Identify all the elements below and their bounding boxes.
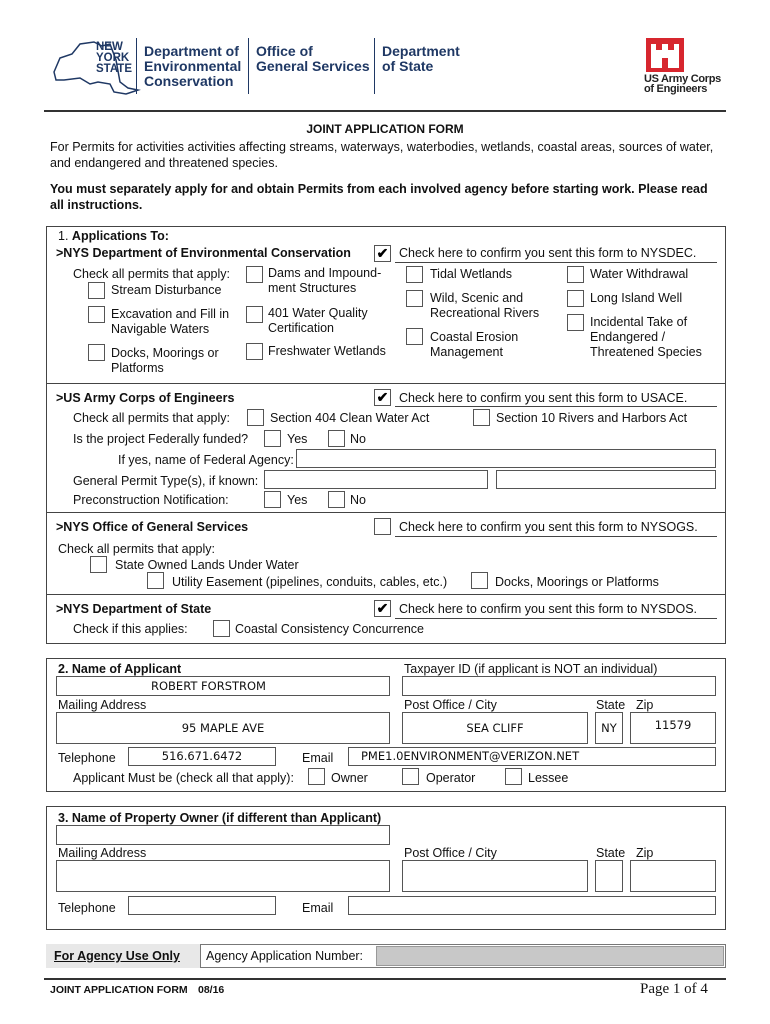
federal-funded-yes-checkbox[interactable] <box>264 430 281 447</box>
general-permit-label: General Permit Type(s), if known: <box>73 474 259 488</box>
federal-funded-question: Is the project Federally funded? <box>73 432 249 446</box>
section-1-heading: 1. Applications To: <box>58 229 169 243</box>
applicant-role-question: Applicant Must be (check all that apply): <box>73 771 294 785</box>
owner-email-label: Email <box>302 901 334 915</box>
zip-label: Zip <box>636 698 654 712</box>
water-quality-label: 401 Water Quality Certification <box>268 306 368 335</box>
owner-name-field[interactable] <box>56 825 390 845</box>
taxpayer-id-field[interactable] <box>402 676 716 696</box>
applicant-name-field[interactable]: ROBERT FORSTROM <box>56 676 390 696</box>
pcn-no-checkbox[interactable] <box>328 491 345 508</box>
ogs-docks-checkbox[interactable] <box>471 572 488 589</box>
owner-mailing-field[interactable] <box>56 860 390 892</box>
coastal-consistency-checkbox[interactable] <box>213 620 230 637</box>
ogs-docks-label: Docks, Moorings or Platforms <box>495 575 659 589</box>
usace-logo-line: US Army Corps <box>644 73 721 85</box>
nysdec-confirm-label: Check here to confirm you sent this form to NYSDEC. <box>399 246 697 260</box>
wild-scenic-checkbox[interactable] <box>406 290 423 307</box>
mailing-address-label: Mailing Address <box>58 698 147 712</box>
pcn-no-label: No <box>350 493 366 507</box>
stream-disturbance-checkbox[interactable] <box>88 282 105 299</box>
state-field[interactable]: NY <box>595 712 623 744</box>
freshwater-wetlands-label: Freshwater Wetlands <box>268 344 386 358</box>
state-lands-label: State Owned Lands Under Water <box>115 558 299 572</box>
federal-funded-no-label: No <box>350 432 366 446</box>
owner-email-field[interactable] <box>348 896 716 915</box>
utility-easement-label: Utility Easement (pipelines, conduits, cables, etc.) <box>172 575 448 589</box>
agency-app-number-field[interactable] <box>376 946 724 966</box>
pcn-yes-checkbox[interactable] <box>264 491 281 508</box>
telephone-field[interactable]: 516.671.6472 <box>128 747 276 766</box>
coastal-erosion-label: Coastal Erosion Management <box>430 330 519 359</box>
utility-easement-checkbox[interactable] <box>147 572 164 589</box>
dec-check-all-label: Check all permits that apply: <box>73 267 231 281</box>
water-withdrawal-checkbox[interactable] <box>567 266 584 283</box>
long-island-well-checkbox[interactable] <box>567 290 584 307</box>
ogs-check-all-label: Check all permits that apply: <box>58 542 216 556</box>
usace-title: >US Army Corps of Engineers <box>56 391 235 405</box>
section-10-label: Section 10 Rivers and Harbors Act <box>496 411 688 425</box>
form-title: JOINT APPLICATION FORM <box>306 122 464 136</box>
footer-form-name: JOINT APPLICATION FORM <box>50 984 188 996</box>
ny-logo-line: NEW <box>96 41 123 53</box>
owner-mailing-label: Mailing Address <box>58 846 147 860</box>
federal-funded-yes-label: Yes <box>287 432 308 446</box>
excavation-fill-checkbox[interactable] <box>88 306 105 323</box>
telephone-label: Telephone <box>58 751 116 765</box>
dec-docks-checkbox[interactable] <box>88 344 105 361</box>
ogs-logo-line: Office of <box>256 43 313 59</box>
dos-logo-line: Department <box>382 43 460 59</box>
tidal-wetlands-checkbox[interactable] <box>406 266 423 283</box>
owner-telephone-field[interactable] <box>128 896 276 915</box>
federal-agency-label: If yes, name of Federal Agency: <box>118 453 294 467</box>
federal-funded-no-checkbox[interactable] <box>328 430 345 447</box>
usace-confirm-checkbox[interactable]: ✔ <box>374 389 391 406</box>
owner-telephone-label: Telephone <box>58 901 116 915</box>
owner-post-office-label: Post Office / City <box>404 846 497 860</box>
agency-use-label: For Agency Use Only <box>54 949 180 963</box>
post-office-label: Post Office / City <box>404 698 497 712</box>
ogs-confirm-checkbox[interactable] <box>374 518 391 535</box>
pcn-yes-label: Yes <box>287 493 308 507</box>
incidental-take-checkbox[interactable] <box>567 314 584 331</box>
dos-logo-line: of State <box>382 58 434 74</box>
operator-label: Operator <box>426 771 476 785</box>
water-withdrawal-label: Water Withdrawal <box>590 267 689 281</box>
section-404-checkbox[interactable] <box>247 409 264 426</box>
usace-castle-icon <box>646 38 684 72</box>
footer-form-date: 08/16 <box>198 984 225 996</box>
state-lands-checkbox[interactable] <box>90 556 107 573</box>
stream-disturbance-label: Stream Disturbance <box>111 283 222 297</box>
agency-app-number-label: Agency Application Number: <box>206 949 364 963</box>
general-permit-field-1[interactable] <box>264 470 488 489</box>
ogs-logo-line: General Services <box>256 58 370 74</box>
zip-field[interactable]: 11579 <box>630 712 716 744</box>
dec-logo-line: Conservation <box>144 73 234 89</box>
freshwater-wetlands-checkbox[interactable] <box>246 343 263 360</box>
nysdec-confirm-checkbox[interactable]: ✔ <box>374 245 391 262</box>
operator-checkbox[interactable] <box>402 768 419 785</box>
owner-state-field[interactable] <box>595 860 623 892</box>
owner-label: Owner <box>331 771 368 785</box>
general-permit-field-2[interactable] <box>496 470 716 489</box>
city-field[interactable]: SEA CLIFF <box>402 712 588 744</box>
taxpayer-id-label: Taxpayer ID (if applicant is NOT an individual) <box>404 662 658 676</box>
water-quality-checkbox[interactable] <box>246 306 263 323</box>
section-10-checkbox[interactable] <box>473 409 490 426</box>
incidental-take-label: Incidental Take of Endangered / Threatened Species <box>590 315 702 359</box>
state-label: State <box>596 698 626 712</box>
dec-logo-line: Department of <box>144 43 239 59</box>
usace-check-all-label: Check all permits that apply: <box>73 411 231 425</box>
header-rule <box>44 110 726 112</box>
section-404-label: Section 404 Clean Water Act <box>270 411 430 425</box>
owner-city-field[interactable] <box>402 860 588 892</box>
warning-text: You must separately apply for and obtain Permits from each involved agency before starting work. Please read all instructions. <box>50 182 708 212</box>
tidal-wetlands-label: Tidal Wetlands <box>430 267 512 281</box>
owner-state-label: State <box>596 846 626 860</box>
pcn-label: Preconstruction Notification: <box>73 493 229 507</box>
ogs-title: >NYS Office of General Services <box>56 520 249 534</box>
owner-zip-field[interactable] <box>630 860 716 892</box>
email-label: Email <box>302 751 334 765</box>
ogs-confirm-label: Check here to confirm you sent this form to NYSOGS. <box>399 520 698 534</box>
dos-check-if-label: Check if this applies: <box>73 622 188 636</box>
dos-confirm-checkbox[interactable]: ✔ <box>374 600 391 617</box>
owner-zip-label: Zip <box>636 846 654 860</box>
dec-docks-label: Docks, Moorings or Platforms <box>111 346 219 375</box>
dos-title: >NYS Department of State <box>56 602 212 616</box>
dec-title: >NYS Department of Environmental Conservation <box>56 246 351 260</box>
usace-logo-line: of Engineers <box>644 83 708 95</box>
wild-scenic-label: Wild, Scenic and Recreational Rivers <box>430 291 540 320</box>
email-field[interactable]: PME1.0ENVIRONMENT@VERIZON.NET <box>348 747 716 766</box>
dams-checkbox[interactable] <box>246 266 263 283</box>
federal-agency-field[interactable] <box>296 449 716 468</box>
section-3-heading: 3. Name of Property Owner (if different than Applicant) <box>58 811 382 825</box>
long-island-well-label: Long Island Well <box>590 291 683 305</box>
intro-text: For Permits for activities activities affecting streams, waterways, waterbodies, wetlands, coastal areas, sources of water, and endangered and threatened species. <box>50 140 714 170</box>
ny-logo-line: YORK <box>96 52 130 64</box>
section-2-heading: 2. Name of Applicant <box>58 662 182 676</box>
ny-logo-line: STATE <box>96 63 132 75</box>
usace-confirm-label: Check here to confirm you sent this form to USACE. <box>399 391 688 405</box>
owner-checkbox[interactable] <box>308 768 325 785</box>
dos-confirm-label: Check here to confirm you sent this form to NYSDOS. <box>399 602 698 616</box>
dec-logo-line: Environmental <box>144 58 242 74</box>
coastal-consistency-label: Coastal Consistency Concurrence <box>235 622 424 636</box>
page-number: Page 1 of 4 <box>640 981 708 997</box>
mailing-address-field[interactable]: 95 MAPLE AVE <box>56 712 390 744</box>
dams-label: Dams and Impound- ment Structures <box>268 266 382 295</box>
excavation-fill-label: Excavation and Fill in Navigable Waters <box>111 307 230 336</box>
lessee-label: Lessee <box>528 771 569 785</box>
coastal-erosion-checkbox[interactable] <box>406 328 423 345</box>
lessee-checkbox[interactable] <box>505 768 522 785</box>
